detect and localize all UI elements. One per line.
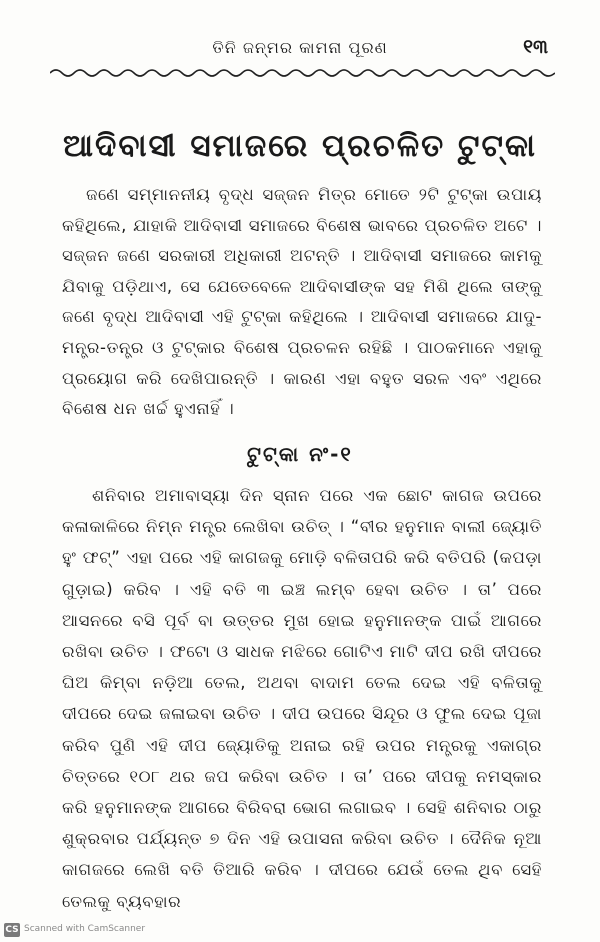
section-heading: ଟୁଟ୍‌କା ନଂ-୧ (247, 442, 353, 466)
decorative-wave-rule (50, 66, 555, 80)
section-paragraph: ଶନିବାର ଅମାବାସ୍ୟା ଦିନ ସ୍ନାନ ପରେ ଏକ ଛୋଟ କାଗଜ ଉପରେ କଳାକାଳିରେ ନିମ୍ନ ମନ୍ତ୍ର ଲେଖିବା ଉଚିତ୍ । “ବୀର ହନୁମାନ ବାଲୀ ଜ୍ୟୋତି ହୁଂ ଫଟ୍” ଏହା ପରେ ଏହି କାଗଜକୁ ମୋଡ଼ି ବଳିତାପରି କରି ବତିପରି (କପଡ଼ା ଗୁଡ଼ାଇ) କରିବ । ଏହି ବତି ୩ ଇଞ୍ଚ ଲମ୍ବ ହେବା ଉଚିତ । ତା’ ପରେ ଆସନରେ ବସି ପୂର୍ବ ବା ଉତ୍ତର ମୁଖ ହୋଇ ହନୁମାନଙ୍କ ପାଇଁ ଆଗରେ ରଖିବା ଉଚିତ । ଫଟୋ ଓ ସାଧକ ମଝିରେ ଗୋଟିଏ ମାଟି ଦୀପ ରଖି ଦୀପରେ ଘିଅ କିମ୍ବା ନଡ଼ିଆ ତେଲ, ଅଥବା ବାଦାମ ତେଲ ଦେଇ ଏହି ବଳିତାକୁ ଦୀପରେ ଦେଇ ଜଳାଇବା ଉଚିତ । ଦୀପ ଉପରେ ସିନ୍ଦୂର ଓ ଫୁଲ ଦେଇ ପୂଜା କରିବ ପୁଣି ଏହି ଦୀପ ଜ୍ୟୋତିକୁ ଅନାଇ ରହି ଉପର ମନ୍ତ୍ରକୁ ଏକାଗ୍ର ଚିତ୍ତରେ ୧୦୮ ଥର ଜପ କରିବା ଉଚିତ । ତା’ ପରେ ଦୀପକୁ ନମସ୍କାର କରି ହନୁମାନଙ୍କ ଆଗରେ ବିରିବରା ଭୋଗ ଲଗାଇବ । ସେହି ଶନିବାର ଠାରୁ ଶୁକ୍ରବାର ପର୍ଯ୍ୟନ୍ତ ୭ ଦିନ ଏହି ଉପାସନା କରିବା ଉଚିତ । ଦୈନିକ ନୂଆ କାଗଜରେ ଲେଖି ବତି ତିଆରି କରିବ । ଦୀପରେ ଯେଉଁ ତେଲ ଥିବ ସେହି ତେଲକୁ ବ୍ୟବହାର (62, 486, 542, 911)
scanner-text: Scanned with CamScanner (24, 924, 146, 934)
running-header (0, 38, 600, 64)
chapter-title: ଆଦିବାସୀ ସମାଜରେ ପ୍ରଚଳିତ ଟୁଟ୍‌କା (63, 128, 537, 164)
running-title: ତିନି ଜନ୍ମର କାମନା ପୂରଣ (212, 38, 388, 57)
page-number: ୧୩ (523, 36, 548, 58)
camscanner-logo: CS (5, 925, 19, 935)
intro-paragraph: ଜଣେ ସମ୍ମାନନୀୟ ବୃଦ୍ଧ ସଜ୍ଜନ ମିତ୍ର ମୋତେ ୨ଟି ଟୁଟ୍‌କା ଉପାୟ କହିଥିଲେ, ଯାହାକି ଆଦିବାସୀ ସମାଜରେ ବିଶେଷ ଭାବରେ ପ୍ରଚଳିତ ଅଟେ । ସଜ୍ଜନ ଜଣେ ସରକାରୀ ଅଧିକାରୀ ଅଟନ୍ତି । ଆଦିବାସୀ ସମାଜରେ କାମକୁ ଯିବାକୁ ପଡ଼ିଥାଏ, ସେ ଯେତେବେଳେ ଆଦିବାସୀଙ୍କ ସହ ମିଶି ଥିଲେ ତାଙ୍କୁ ଜଣେ ବୃଦ୍ଧ ଆଦିବାସୀ ଏହି ଟୁଟ୍‌କା କହିଥିଲେ । ଆଦିବାସୀ ସମାଜରେ ଯାଦୁ-ମନ୍ତ୍ର-ତନ୍ତ୍ର ଓ ଟୁଟ୍‌କାର ବିଶେଷ ପ୍ରଚଳନ ରହିଛି । ପାଠକମାନେ ଏହାକୁ ପ୍ରୟୋଗ କରି ଦେଖିପାରନ୍ତି । କାରଣ ଏହା ବହୁତ ସରଳ ଏବଂ ଏଥିରେ ବିଶେଷ ଧନ ଖର୍ଚ୍ଚ ହୁଏନାହିଁ । (62, 185, 542, 419)
scanner-watermark (0, 920, 600, 942)
